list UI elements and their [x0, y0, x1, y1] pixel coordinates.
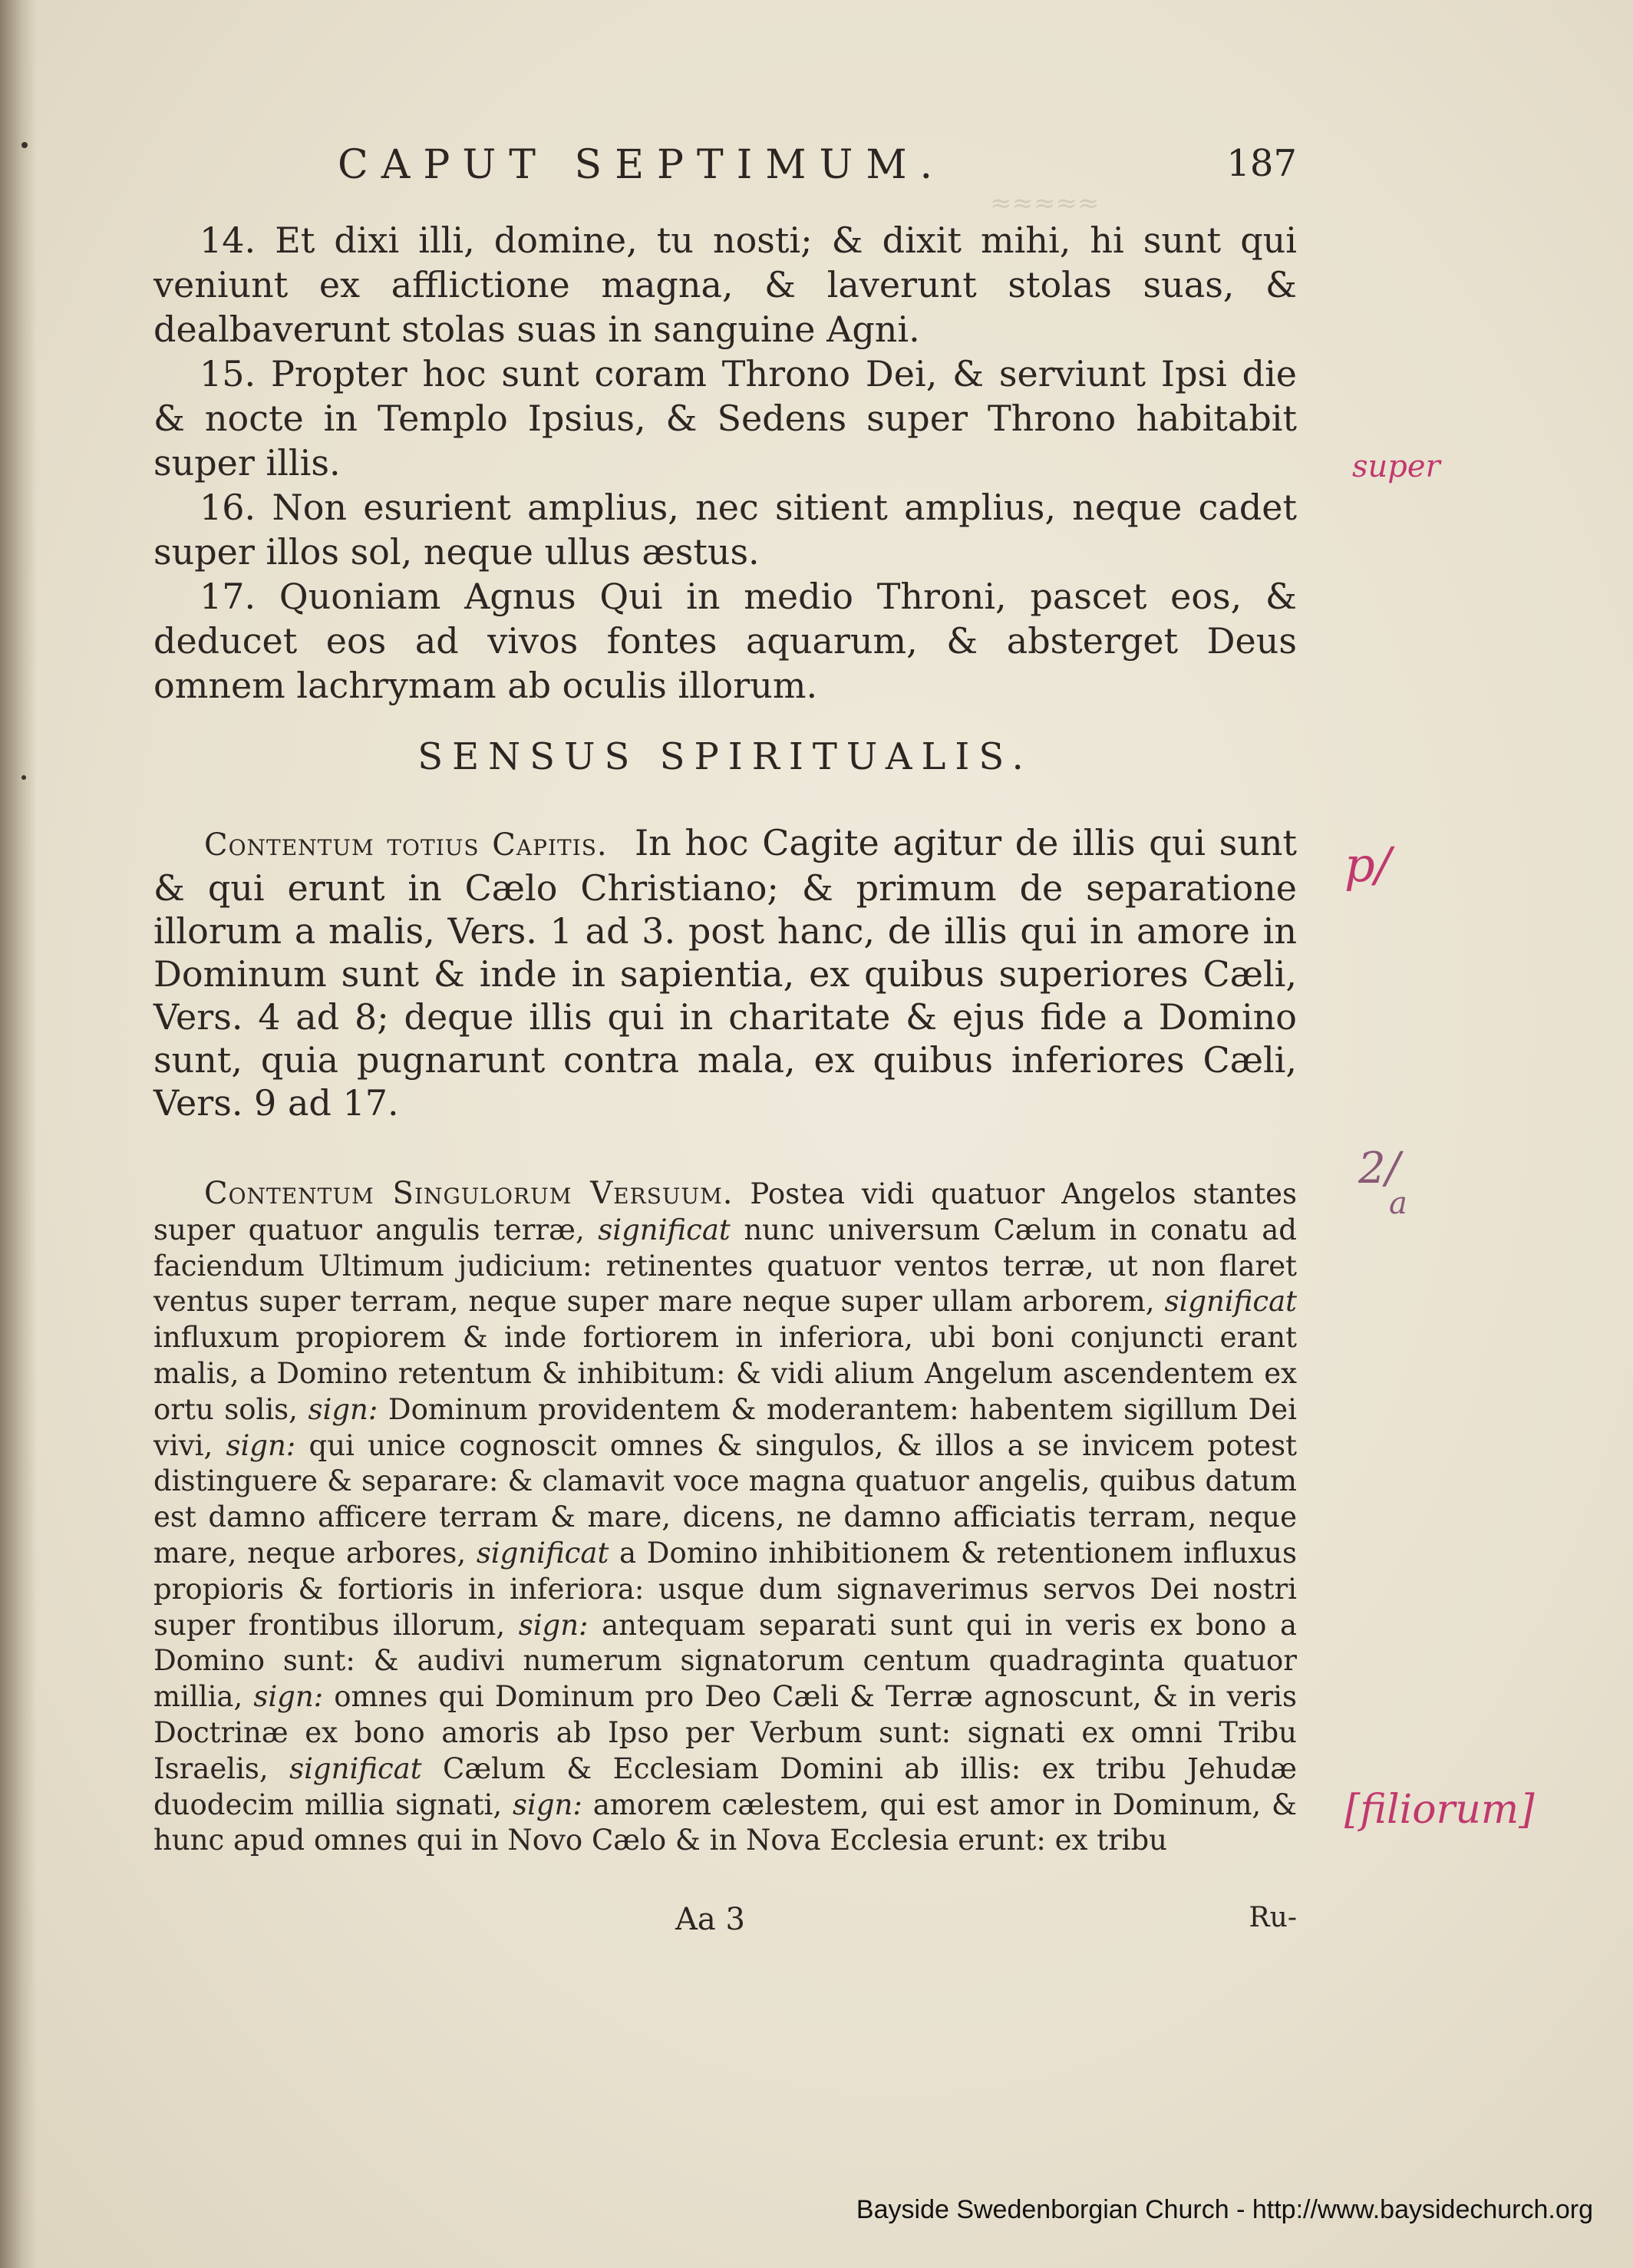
- catchword: Ru-: [1249, 1902, 1297, 1933]
- details-text: Cælum & Ecclesiam Domini ab illis: ex tribu Jehudæ duodecim millia signati,: [153, 1751, 1297, 1821]
- section-title: SENSUS SPIRITUALIS.: [417, 735, 1033, 778]
- details-italic: significat: [598, 1213, 731, 1246]
- details-italic: sign:: [518, 1608, 589, 1642]
- details-italic: sign:: [226, 1428, 296, 1462]
- details-block: [153, 1176, 1297, 1859]
- details-italic: sign:: [308, 1392, 378, 1426]
- verse: [153, 218, 1297, 352]
- source-credit: Bayside Swedenborgian Church - http://www.baysidechurch.org: [856, 2195, 1593, 2224]
- verse-number: 16.: [200, 487, 256, 528]
- details-text: antequam separati sunt qui in veris ex bono a Domino sunt: & audivi numerum signatorum centum quadraginta quatuor millia,: [153, 1608, 1298, 1714]
- verses-block: [153, 218, 1297, 708]
- details-text: a Domino inhibitionem & retentionem influxus propioris & fortioris in inferiora: usque dum signaverimus servos Dei nostri super frontibus illorum,: [153, 1536, 1298, 1642]
- details-text: omnes qui Dominum pro Deo Cæli & Terræ agnoscunt, & in veris Doctrinæ ex bono amoris ab Ipso per Verbum sunt: signati ex omni Tribu Israelis,: [153, 1680, 1297, 1785]
- verse-number: 17.: [200, 576, 256, 617]
- summary-block: [153, 821, 1297, 1124]
- verse-text: Propter hoc sunt coram Throno Dei, & serviunt Ipsi die & nocte in Templo Ipsius, & Sedens super Throno habitabit super illis.: [153, 353, 1298, 484]
- margin-annotation: super: [1352, 449, 1440, 484]
- page-footer: [153, 1902, 1297, 1940]
- book-gutter: [0, 0, 37, 2268]
- running-head: CAPUT SEPTIMUM.: [338, 142, 946, 188]
- margin-annotation: a: [1389, 1186, 1407, 1221]
- verse-number: 15.: [200, 353, 256, 395]
- signature-mark: Aa 3: [675, 1902, 745, 1937]
- page-header: [153, 142, 1297, 196]
- details-italic: significat: [1164, 1285, 1297, 1319]
- verse-text: Et dixi illi, domine, tu nosti; & dixit mihi, hi sunt qui veniunt ex afflictione magna, & laverunt stolas suas, & dealbaverunt stolas suas in sanguine Agni.: [153, 220, 1297, 350]
- show-through: ≈≈≈≈≈: [990, 188, 1100, 219]
- margin-annotation: [filiorum]: [1344, 1787, 1535, 1833]
- verse: [153, 352, 1297, 485]
- details-text: Dominum providentem & moderantem: habentem sigillum Dei vivi,: [153, 1392, 1297, 1462]
- verse: [153, 485, 1297, 574]
- summary-label: Contentum totius Capitis.: [204, 827, 608, 863]
- chapter-summary: [153, 821, 1297, 1124]
- margin-annotation: 2/: [1358, 1144, 1400, 1193]
- details-italic: sign:: [253, 1680, 324, 1714]
- ink-spot: [21, 775, 26, 780]
- summary-text: In hoc Cagite agitur de illis qui sunt & qui erunt in Cælo Christiano; & primum de separatione illorum a malis, Vers. 1 ad 3. post hanc, de illis qui in amore in Dominum sunt & inde in sapientia, ex quibus superiores Cæli, Vers. 4 ad 8; deque illis qui in charitate & ejus fide a Domino sunt, quia pugnarunt contra mala, ex quibus inferiores Cæli, Vers. 9 ad 17.: [153, 822, 1297, 1124]
- verse-contents: [153, 1176, 1297, 1859]
- ink-spot: [21, 142, 28, 148]
- page-number: 187: [1226, 142, 1297, 185]
- details-text: qui unice cognoscit omnes & singulos, & illos a se invicem potest distinguere & separare: & clamavit voce magna quatuor angelis, quibus datum est damno afficere terram & mare, dicens, ne damno afficiatis terram, neque mare, neque arbores,: [153, 1428, 1297, 1570]
- details-text: Postea vidi quatuor Angelos stantes super quatuor angulis terræ,: [153, 1177, 1298, 1246]
- details-italic: sign:: [513, 1788, 582, 1821]
- details-italic: significat: [289, 1751, 422, 1785]
- details-text: nunc universum Cælum in conatu ad faciendum Ultimum judicium: retinentes quatuor ventos terræ, ut non flaret ventus super terram, neque super mare neque super ullam arborem,: [153, 1213, 1297, 1319]
- margin-annotation: p/: [1344, 837, 1391, 893]
- details-italic: significat: [476, 1536, 609, 1570]
- verse-text: Non esurient amplius, nec sitient amplius, neque cadet super illos sol, neque ullus æstus.: [153, 487, 1297, 573]
- verse-text: Quoniam Agnus Qui in medio Throni, pascet eos, & deducet eos ad vivos fontes aquarum, & absterget Deus omnem lachrymam ab oculis illorum.: [153, 576, 1297, 706]
- details-text: amorem cælestem, qui est amor in Dominum, & hunc apud omnes qui in Novo Cælo & in Nova Ecclesia erunt: ex tribu: [153, 1788, 1297, 1857]
- details-label: Contentum Singulorum Versuum.: [204, 1176, 734, 1211]
- verse: [153, 574, 1297, 708]
- details-text: influxum propiorem & inde fortiorem in inferiora, ubi boni conjuncti erant malis, a Domino retentum & inhibitum: & vidi alium Angelum ascendentem ex ortu solis,: [153, 1321, 1297, 1426]
- verse-number: 14.: [200, 220, 256, 261]
